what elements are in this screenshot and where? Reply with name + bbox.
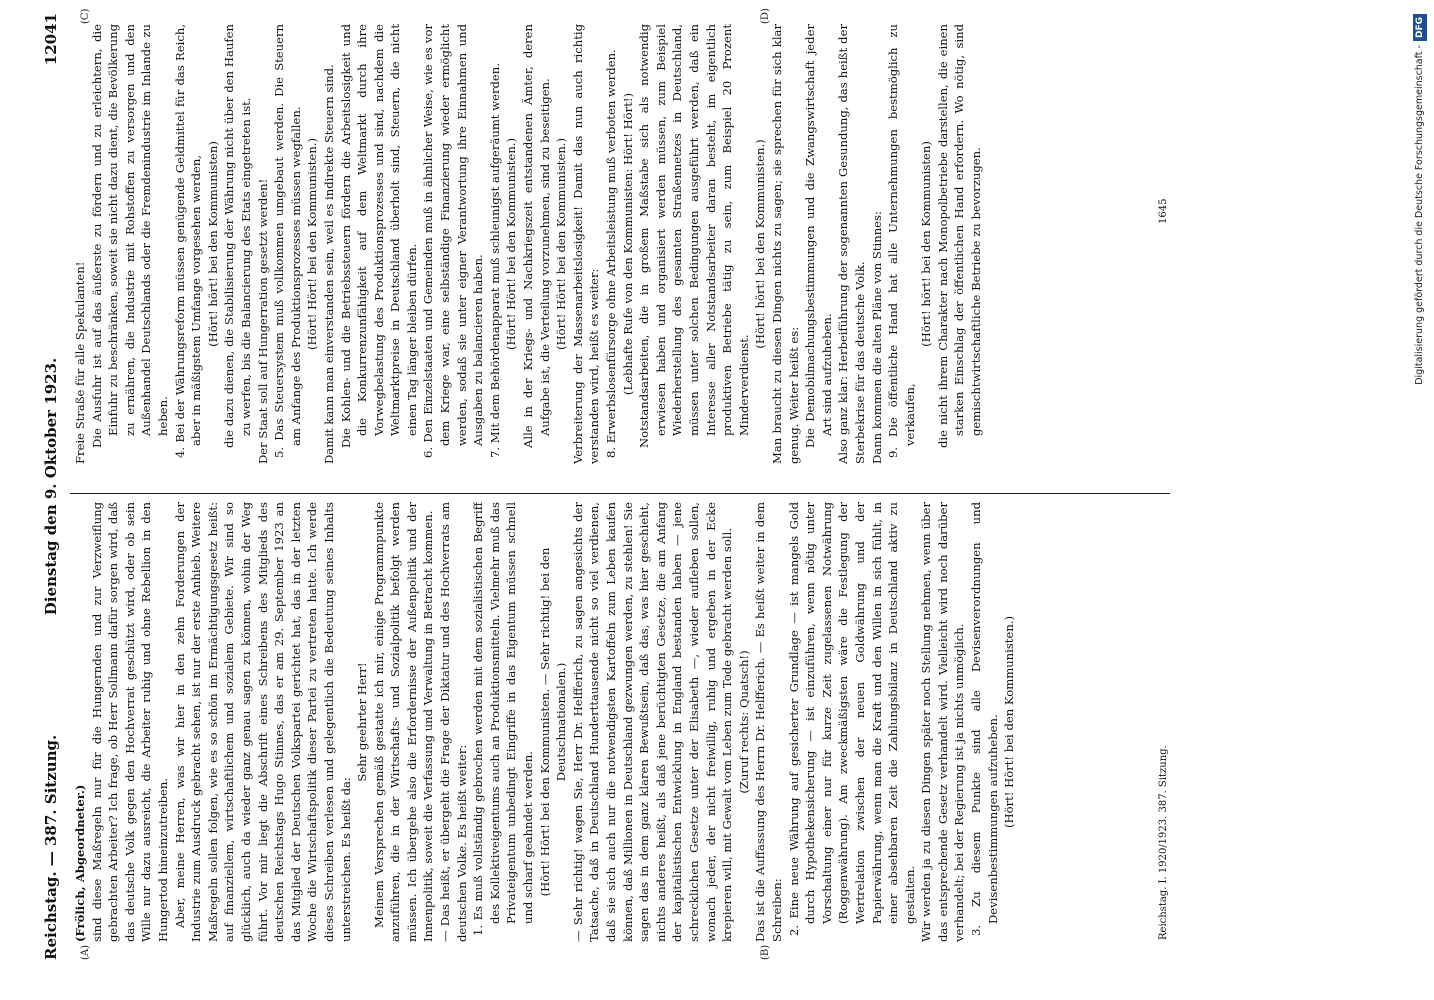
header-center: Dienstag den 9. Oktober 1923.	[42, 357, 60, 616]
page-number: 12041	[42, 13, 60, 66]
left-paragraph: 1. Es muß vollständig gebrochen werden mit dem sozialistischen Begriff des Kollektiveigentums auch an Produktionsmitteln. Vielmehr muß das Privateigentum unbedingt Eingriffe in das Eigentum müssen schnell und scharf geahndet werden.	[471, 502, 536, 936]
right-paragraph: Freie Straße für alle Spekulanten!	[73, 261, 87, 464]
right-paragraph: (Lebhafte Rufe von den Kommunisten: Hört! Hört!)	[620, 92, 635, 396]
right-paragraph: 8. Erwerbslosenfürsorge ohne Arbeitsleistung muß verboten werden.	[604, 49, 618, 458]
dfg-logo: DFG	[1413, 14, 1427, 41]
right-paragraph: Man braucht zu diesen Dingen nichts zu sagen; sie sprechen für sich klar genug. Weiter heißt es:	[769, 24, 801, 464]
right-paragraph: Die Demobilmachungsbestimmungen und die Zwangswirtschaft jeder Art sind aufzuheben.	[803, 24, 834, 448]
right-paragraph: Verbreiterung der Massenarbeitslosigkeit! Damit das nun auch richtig verstanden wird, heißt es weiter:	[570, 24, 602, 464]
running-head	[40, 9, 66, 964]
right-paragraph: 4. Bei der Währungsreform müssen genügende Geldmittel für das Reich, aber in mäßigstem Umfange vorgesehen werden,	[172, 24, 204, 458]
margin-marker-a: (A)	[80, 944, 91, 960]
right-text-column	[72, 24, 1162, 464]
left-paragraph: (Zuruf rechts: Quatsch!)	[736, 650, 751, 794]
left-paragraph: 3. Zu diesem Punkte sind alle Devisenverordnungen und Devisenbestimmungen aufzuheben.	[969, 502, 1000, 936]
margin-marker-b: (B)	[760, 944, 771, 960]
left-paragraph: sind diese Maßregeln nur für die Hungernden und zur Verzweiflung gebrachten Arbeiter? Ich frage, ob Herr Sollmann dafür sorgen wird, daß das deutsche Volk gegen den Hochverrat geschützt wird, oder ob sein Wille nur dazu ausreicht, die Arbeiter ruhig und ohne Rebellion in den Hungertod hineinzutreiben.	[89, 502, 170, 942]
left-paragraph: (Hört! Hört! bei den Kommunisten.)	[1002, 616, 1017, 829]
right-paragraph: 7. Mit dem Behördenapparat muß schleunigst aufgeräumt werden.	[487, 63, 502, 458]
right-paragraph: (Hört! Hört! bei den Kommunisten.)	[504, 138, 519, 351]
header-left: Reichstag. — 387. Sitzung.	[42, 734, 60, 960]
left-paragraph: Meinem Versprechen gemäß gestatte ich mir, einige Programmpunkte anzuführen, die in der Wirtschafts- und Sozialpolitik befolgt werden müssen. Ich übergehe also die Erfordernisse der Außenpolitik und der Innenpolitik, soweit die Verfassung und Verwaltung in Betracht kommen.	[371, 502, 436, 942]
right-paragraph: (Hört! hört! bei den Kommunisten)	[205, 141, 220, 347]
left-paragraph: — Sehr richtig! wagen Sie, Herr Dr. Helfferich, zu sagen angesichts der Tatsache, daß in Deutschland Hunderttausende nicht so viel verdienen, daß sie sich auch nur die notwendigsten Kartoffeln zum Leben kaufen können, daß Millionen in Deutschland gezwungen werden, zu stehlen! Sie sagen das in dem ganz klaren Bewußtsein, daß das, was hier geschieht, nichts anderes heißt, als daß jene berüchtigten Gesetze, die am Anfang der kapitalistischen Entwicklung in England bestanden haben — jene schrecklichen Gesetze unter der Elisabeth —, wieder aufleben sollen, wonach jeder, der nicht freiwillig, ruhig und ergeben in der Ecke krepieren will, mit Gewalt vom Leben zum Tode gebracht werden soll.	[570, 502, 735, 942]
right-paragraph: Alle in der Kriegs- und Nachkriegszeit entstandenen Ämter, deren Aufgabe ist, die Verteilung vorzunehmen, sind zu beseitigen.	[521, 24, 552, 448]
left-paragraph: (Hört! Hört! bei den Kommunisten. — Sehr richtig! bei den Deutschnationalen.)	[537, 547, 569, 897]
left-text-column	[72, 502, 1162, 942]
footer-sheet-number: 1645	[1158, 198, 1169, 224]
digitization-credit	[1409, 8, 1431, 992]
right-paragraph: Der Staat soll auf Hungerration gesetzt werden!	[255, 178, 270, 464]
right-paragraph: die nicht ihrem Charakter nach Monopolbetriebe darstellen, die einen starken Einschlag der öffentlichen Hand erfordern. Wo nötig, sind gemischtwirtschaftliche Betriebe zu bevorzugen.	[935, 24, 984, 448]
left-paragraph: (Frölich, Abgeordneter.)	[73, 784, 87, 942]
rotated-document-page	[40, 9, 1200, 964]
left-paragraph: Das ist die Auffassung des Herrn Dr. Helfferich. — Es heißt weiter in dem Schreiben:	[753, 502, 784, 942]
left-paragraph: — Das heißt, er übergeht die Frage der Diktatur und des Hochverrats am deutschen Volke. Es heißt weiter:	[438, 502, 469, 942]
right-paragraph: die dazu dienen, die Stabilisierung der Währung nicht über den Haufen zu werfen, bis die Balancierung des Etats eingetreten ist.	[222, 24, 253, 448]
right-paragraph: (Hört! Hört! bei den Kommunisten.)	[305, 138, 320, 351]
right-paragraph: Damit kann man einverstanden sein, weil es indirekte Steuern sind.	[321, 64, 336, 464]
right-paragraph: Die Kohlen- und die Betriebssteuern fördern die Arbeitslosigkeit und die Konkurrenzunfähigkeit auf dem Weltmarkt durch ihre Vorwegbelastung des Produktionsprozesses und sind, nachdem die Weltmarktpreise in Deutschland überholt sind, Steuern, die nicht einen Tag länger bleiben dürfen.	[338, 24, 419, 448]
left-paragraph: 2. Eine neue Währung auf gesicherter Grundlage — ist mangels Gold durch Hypothekensicherung — ist einzuführen, wenn nötig unter Vorschaltung einer nur für kurze Zeit zugelassenen Notwährung (Roggenwährung). Am zweckmäßigsten wäre die Festlegung der Wertrelation zwischen der neuen Goldwährung und der Papierwährung, wenn man die Kraft und den Willen in sich fühlt, in einer absehbaren Zeit die Zahlungsbilanz in Deutschland aktiv zu gestalten.	[786, 502, 917, 936]
right-paragraph: (Hört! hört! bei den Kommunisten)	[919, 141, 934, 347]
footer-citation: Reichstag. I. 1920/1923. 387. Sitzung.	[1158, 745, 1169, 940]
left-paragraph: Sehr geehrter Herr!	[355, 662, 370, 782]
right-paragraph: 6. Den Einzelstaaten und Gemeinden muß in ähnlicher Weise, wie es vor dem Kriege war, eine selbständige Finanzierung wieder ermöglicht werden, sodaß sie unter eigner Verantwortung ihre Einnahmen und Ausgaben zu balancieren haben.	[421, 24, 486, 458]
margin-marker-d: (D)	[760, 8, 771, 24]
right-paragraph: (Hört! Hört! bei den Kommunisten.)	[554, 138, 569, 351]
right-paragraph: (Hört! hört! bei den Kommunisten.)	[753, 139, 768, 349]
credit-text: Digitalisierung gefördert durch die Deutsche Forschungsgemeinschaft -	[1414, 45, 1425, 385]
column-divider	[70, 493, 1170, 494]
right-paragraph: 5. Das Steuersystem muß vollkommen umgebaut werden. Die Steuern am Anfange des Produktionsprozesses müssen wegfallen.	[272, 24, 303, 458]
margin-marker-c: (C)	[80, 8, 91, 24]
right-paragraph: Notstandsarbeiten, die in großem Maßstabe sich als notwendig erwiesen haben und organisiert werden müssen, zum Beispiel Wiederherstellung des gesamten Straßennetzes in Deutschland, müssen unter solchen Bedingungen ausgeführt werden, daß ein Interesse aller Notstandsarbeiter daran besteht, im eigentlich produktiven Betriebe tätig zu sein, zum Beispiel 20 Prozent Minderverdienst.	[637, 24, 751, 448]
left-paragraph: Wir werden ja zu diesen Dingen später noch Stellung nehmen, wenn über das entsprechende Gesetz verhandelt wird. Vielleicht wird noch darüber verhandelt; bei der Regierung ist ja nichts unmöglich.	[919, 502, 967, 942]
right-paragraph: 9. Die öffentliche Hand hat alle Unternehmungen bestmöglich zu verkaufen,	[886, 24, 917, 458]
right-paragraph: Also ganz klar: Herbeiführung der sogenannten Gesundung, das heißt der Sterbekrise für das deutsche Volk.	[836, 24, 867, 464]
right-paragraph: Dann kommen die alten Pläne von Stinnes:	[869, 211, 884, 464]
right-paragraph: Die Ausfuhr ist auf das äußerste zu fördern und zu erleichtern, die Einfuhr zu beschränken, soweit sie nicht dazu dient, die Bevölkerung zu ernähren, die Industrie mit Rohstoffen zu versorgen und den Außenhandel Deutschlands oder die Fremdenindustrie im Inlande zu heben.	[89, 24, 170, 448]
left-paragraph: Aber, meine Herren, was wir hier in den zehn Forderungen der Industrie zum Ausdruck gebracht sehen, ist nur der erste Anhieb. Weitere Maßregeln sollen folgen, wie es so schön im Ermächtigungsgesetz heißt: auf finanziellem, wirtschaftlichem und sozialem Gebiete. Wir sind so glücklich, auch da wieder ganz genau sagen zu können, wohin der Weg führt. Vor mir liegt die Abschrift eines Schreibens des Mitglieds des deutschen Reichstags Hugo Stinnes, das er am 29. September 1923 an das Mitglied der Deutschen Volkspartei gerichtet hat, das in der letzten Woche die Wirtschaftspolitik dieser Partei zu vertreten hatte. Ich werde dieses Schreiben verlesen und gelegentlich die Bedeutung seines Inhalts unterstreichen. Es heißt da:	[172, 502, 353, 942]
